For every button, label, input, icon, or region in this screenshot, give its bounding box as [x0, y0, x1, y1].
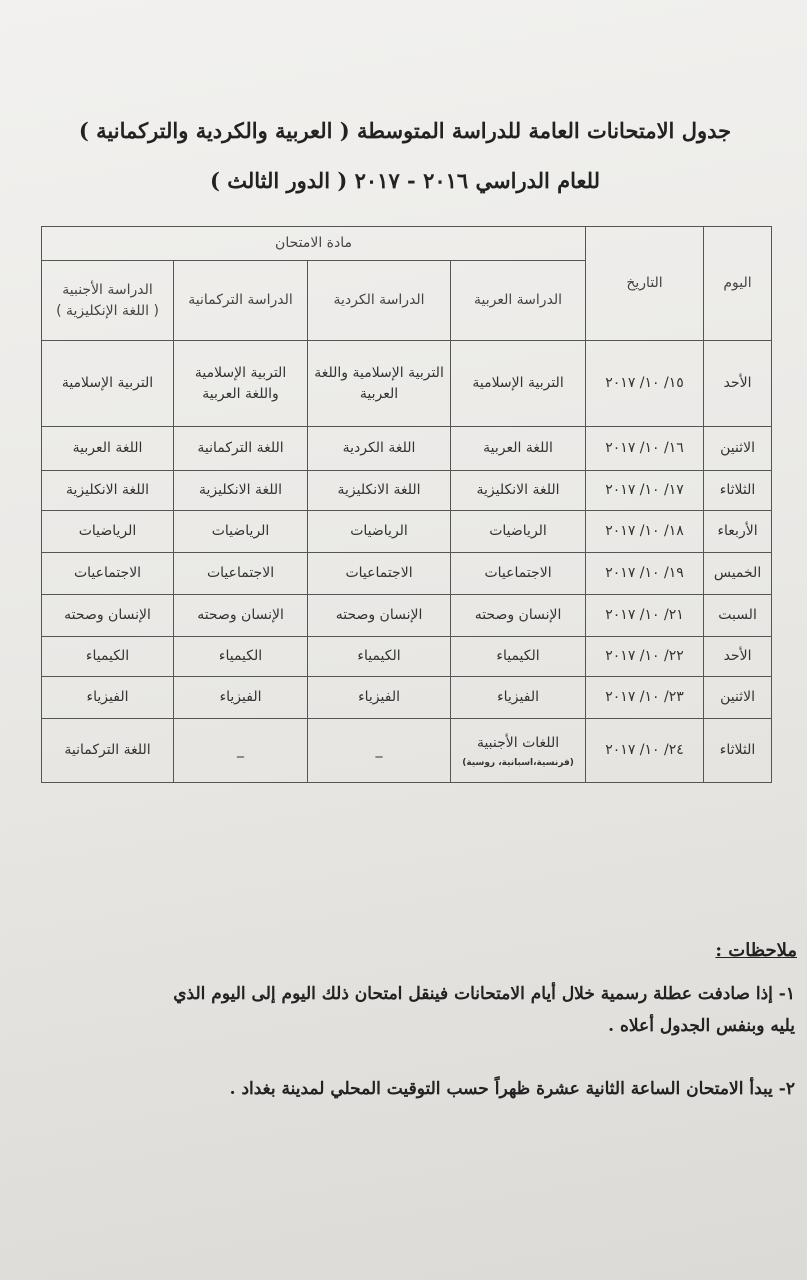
cell-date: ١٥/ ١٠/ ٢٠١٧ — [586, 341, 704, 427]
cell-foreign: التربية الإسلامية — [42, 341, 174, 427]
header-foreign-note: ( اللغة الإنكليزية ) — [56, 302, 159, 319]
cell-date: ١٧/ ١٠/ ٢٠١٧ — [586, 471, 704, 511]
cell-foreign: الاجتماعيات — [42, 553, 174, 595]
cell-day: الخميس — [704, 553, 772, 595]
cell-arabic: الرياضيات — [451, 511, 586, 553]
cell-arabic-subnote: (فرنسية،اسبانية، روسية) — [462, 757, 574, 768]
cell-date: ٢٤/ ١٠/ ٢٠١٧ — [586, 719, 704, 783]
cell-day: الاثنين — [704, 427, 772, 471]
header-subject: مادة الامتحان — [42, 227, 586, 261]
header-day: اليوم — [704, 227, 772, 341]
cell-date: ١٦/ ١٠/ ٢٠١٧ — [586, 427, 704, 471]
cell-arabic: الكيمياء — [451, 637, 586, 677]
header-turkmen-study: الدراسة التركمانية — [174, 261, 308, 341]
cell-turkmen: الإنسان وصحته — [174, 595, 308, 637]
table-row — [42, 637, 772, 677]
header-foreign-label: الدراسة الأجنبية — [62, 281, 153, 298]
cell-kurdish: الفيزياء — [308, 677, 451, 719]
cell-turkmen: التربية الإسلامية واللغة العربية — [174, 341, 308, 427]
cell-arabic-label: اللغات الأجنبية — [476, 734, 560, 751]
table-row — [42, 511, 772, 553]
table-row — [42, 341, 772, 427]
cell-arabic — [451, 719, 586, 783]
cell-turkmen: الرياضيات — [174, 511, 308, 553]
cell-foreign: اللغة التركمانية — [42, 719, 174, 783]
cell-kurdish: الإنسان وصحته — [308, 595, 451, 637]
cell-arabic: التربية الإسلامية — [451, 341, 586, 427]
table-row — [42, 553, 772, 595]
table-row — [42, 719, 772, 783]
cell-arabic: الفيزياء — [451, 677, 586, 719]
cell-day: السبت — [704, 595, 772, 637]
cell-arabic: اللغة العربية — [451, 427, 586, 471]
cell-foreign: الفيزياء — [42, 677, 174, 719]
note-1-line-1: ١- إذا صادفت عطلة رسمية خلال أيام الامتحانات فينقل امتحان ذلك اليوم إلى اليوم الذي — [173, 984, 795, 1004]
exam-schedule-table — [41, 226, 772, 783]
cell-day: الثلاثاء — [704, 719, 772, 783]
cell-turkmen: اللغة الانكليزية — [174, 471, 308, 511]
cell-foreign: الإنسان وصحته — [42, 595, 174, 637]
cell-kurdish: التربية الإسلامية واللغة العربية — [308, 341, 451, 427]
header-kurdish-study: الدراسة الكردية — [308, 261, 451, 341]
cell-date: ١٨/ ١٠/ ٢٠١٧ — [586, 511, 704, 553]
cell-date: ٢١/ ١٠/ ٢٠١٧ — [586, 595, 704, 637]
cell-kurdish: الرياضيات — [308, 511, 451, 553]
note-1-line-2: يليه وبنفس الجدول أعلاه . — [608, 1016, 795, 1036]
cell-day: الأحد — [704, 637, 772, 677]
cell-kurdish: الاجتماعيات — [308, 553, 451, 595]
cell-arabic: الإنسان وصحته — [451, 595, 586, 637]
cell-date: ١٩/ ١٠/ ٢٠١٧ — [586, 553, 704, 595]
cell-arabic: اللغة الانكليزية — [451, 471, 586, 511]
cell-day: الأحد — [704, 341, 772, 427]
cell-turkmen: الفيزياء — [174, 677, 308, 719]
note-2: ٢- يبدأ الامتحان الساعة الثانية عشرة ظهراً حسب التوقيت المحلي لمدينة بغداد . — [229, 1079, 795, 1099]
cell-kurdish: اللغة الانكليزية — [308, 471, 451, 511]
cell-date: ٢٣/ ١٠/ ٢٠١٧ — [586, 677, 704, 719]
document-subtitle: للعام الدراسي ٢٠١٦ - ٢٠١٧ ( الدور الثالث ) — [209, 168, 601, 193]
notes-title: ملاحظات : — [715, 940, 797, 961]
cell-day: الأربعاء — [704, 511, 772, 553]
table-row — [42, 427, 772, 471]
cell-turkmen: _ — [174, 719, 308, 783]
cell-foreign: الرياضيات — [42, 511, 174, 553]
cell-foreign: اللغة الانكليزية — [42, 471, 174, 511]
header-foreign-study — [42, 261, 174, 341]
cell-kurdish: اللغة الكردية — [308, 427, 451, 471]
table-row — [42, 471, 772, 511]
cell-kurdish: الكيمياء — [308, 637, 451, 677]
table-row — [42, 677, 772, 719]
cell-turkmen: اللغة التركمانية — [174, 427, 308, 471]
cell-turkmen: الاجتماعيات — [174, 553, 308, 595]
cell-arabic: الاجتماعيات — [451, 553, 586, 595]
cell-foreign: اللغة العربية — [42, 427, 174, 471]
cell-day: الثلاثاء — [704, 471, 772, 511]
cell-date: ٢٢/ ١٠/ ٢٠١٧ — [586, 637, 704, 677]
cell-kurdish: _ — [308, 719, 451, 783]
header-date: التاريخ — [586, 227, 704, 341]
table-row — [42, 595, 772, 637]
cell-day: الاثنين — [704, 677, 772, 719]
header-arabic-study: الدراسة العربية — [451, 261, 586, 341]
cell-turkmen: الكيمياء — [174, 637, 308, 677]
cell-foreign: الكيمياء — [42, 637, 174, 677]
document-title: جدول الامتحانات العامة للدراسة المتوسطة ( العربية والكردية والتركمانية ) — [78, 118, 732, 143]
